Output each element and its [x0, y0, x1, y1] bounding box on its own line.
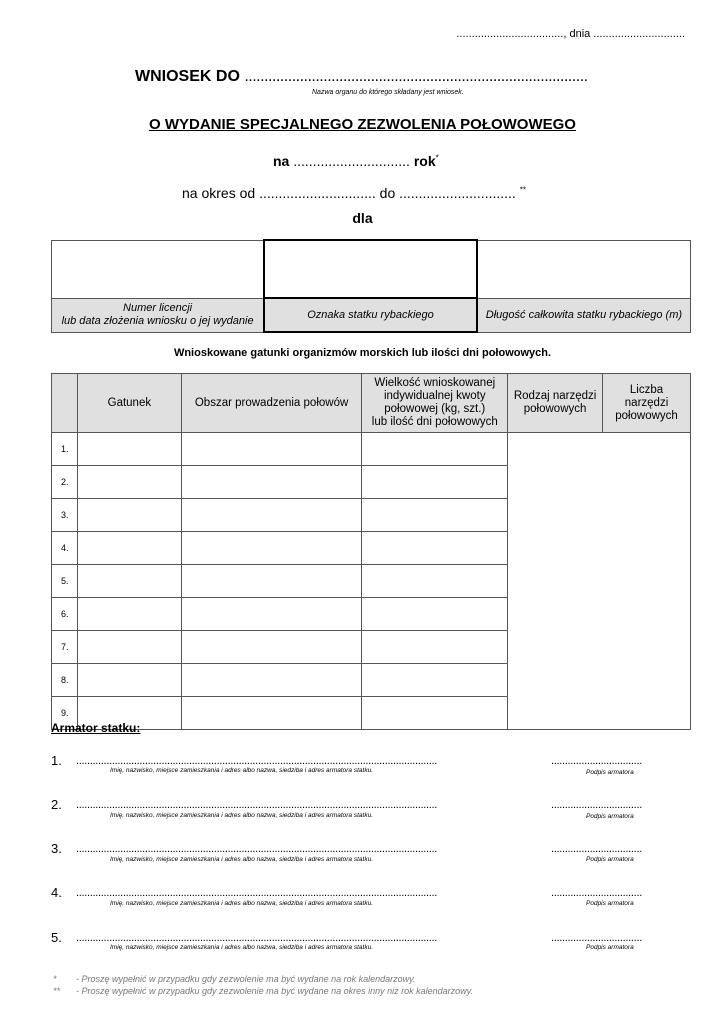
vessel-table [51, 239, 691, 333]
row-number: 9. [52, 697, 78, 730]
species-cell[interactable] [77, 565, 181, 598]
owner-field[interactable]: ................................................................................................................................... [76, 932, 438, 944]
addressee-field[interactable]: ....................................................................................... [244, 68, 588, 85]
gear-cell[interactable] [508, 433, 691, 730]
period-from-field[interactable]: .............................. [259, 185, 376, 201]
gear-count-line3: połowowych [615, 409, 678, 422]
period-line [182, 185, 526, 201]
species-table [51, 373, 691, 730]
owner-note: Imię, nazwisko, miejsce zamieszkania i adres albo nazwa, siedziba i adres armatora statku. [110, 944, 374, 951]
period-footnote-mark: ** [519, 185, 526, 195]
owner-field[interactable]: ................................................................................................................................... [76, 843, 438, 855]
species-cell[interactable] [77, 466, 181, 499]
date-line: ..................................., dnia .............................. [456, 28, 685, 40]
row-number: 3. [52, 499, 78, 532]
footnote-2 [53, 986, 473, 996]
owner-field[interactable]: ................................................................................................................................... [76, 887, 438, 899]
species-cell[interactable] [77, 532, 181, 565]
period-prefix: na okres od [182, 185, 256, 201]
area-cell[interactable] [181, 565, 362, 598]
gear-type-line2: połowowych [523, 403, 587, 415]
application-title [135, 68, 588, 86]
species-header: Gatunek [77, 374, 181, 433]
gear-type-line1: Rodzaj narzędzi [513, 390, 597, 402]
area-cell[interactable] [181, 598, 362, 631]
main-title: O WYDANIE SPECJALNEGO ZEZWOLENIA POŁOWOWEGO [149, 116, 576, 133]
quota-header [362, 374, 508, 433]
owner-signature-field[interactable]: ................................. [551, 799, 642, 811]
owner-note: Imię, nazwisko, miejsce zamieszkania i adres albo nazwa, siedziba i adres armatora statku. [110, 767, 374, 774]
title-prefix: WNIOSEK DO [135, 68, 240, 85]
gear-count-line2: narzędzi [624, 396, 669, 409]
vessel-mark-label: Oznaka statku rybackiego [264, 298, 477, 332]
area-header: Obszar prowadzenia połowów [181, 374, 362, 433]
gear-count-header [603, 374, 691, 433]
quota-header-line3: połowowej (kg, szt.) [384, 403, 486, 415]
row-number: 8. [52, 664, 78, 697]
owner-note: Imię, nazwisko, miejsce zamieszkania i adres albo nazwa, siedziba i adres armatora statku. [110, 900, 374, 907]
year-field[interactable]: .............................. [293, 153, 410, 169]
quota-cell[interactable] [362, 631, 508, 664]
owner-number: 1. [51, 753, 62, 768]
row-number: 4. [52, 532, 78, 565]
area-cell[interactable] [181, 532, 362, 565]
owner-number: 3. [51, 841, 62, 856]
owner-number: 4. [51, 885, 62, 900]
year-suffix: rok [413, 153, 436, 169]
footnote-1-mark: * [53, 974, 57, 984]
gear-type-header [508, 374, 603, 433]
number-header [52, 374, 78, 433]
footnote-1 [53, 974, 416, 984]
addressee-note: Nazwa organu do którego składany jest wniosek. [312, 89, 464, 96]
for-label: dla [352, 210, 373, 226]
species-cell[interactable] [77, 631, 181, 664]
footnote-2-mark: ** [53, 986, 61, 996]
year-line [273, 153, 439, 169]
owner-signature-field[interactable]: ................................. [551, 887, 642, 899]
owner-signature-note: Podpis armatora [586, 856, 634, 863]
quota-cell[interactable] [362, 433, 508, 466]
row-number: 7. [52, 631, 78, 664]
gear-count-line1: Liczba [629, 383, 664, 396]
row-number: 5. [52, 565, 78, 598]
area-cell[interactable] [181, 697, 362, 730]
species-cell[interactable] [77, 499, 181, 532]
footnote-1-text: - Proszę wypełnić w przypadku gdy zezwolenie ma być wydane na rok kalendarzowy. [76, 974, 416, 984]
area-cell[interactable] [181, 499, 362, 532]
license-label [52, 298, 265, 332]
area-cell[interactable] [181, 664, 362, 697]
footnote-2-text: - Proszę wypełnić w przypadku gdy zezwolenie ma być wydane na okres inny niż rok kalendarzowy. [76, 986, 474, 996]
vessel-mark-field[interactable] [264, 240, 477, 298]
species-cell[interactable] [77, 598, 181, 631]
owner-note: Imię, nazwisko, miejsce zamieszkania i adres albo nazwa, siedziba i adres armatora statku. [110, 856, 374, 863]
owner-field[interactable]: ................................................................................................................................... [76, 799, 438, 811]
area-cell[interactable] [181, 631, 362, 664]
quota-cell[interactable] [362, 532, 508, 565]
vessel-length-label: Długość całkowita statku rybackiego (m) [477, 298, 691, 332]
quota-cell[interactable] [362, 565, 508, 598]
owner-signature-note: Podpis armatora [586, 900, 634, 907]
quota-cell[interactable] [362, 664, 508, 697]
year-prefix: na [273, 153, 290, 169]
owner-signature-note: Podpis armatora [586, 813, 634, 820]
year-footnote-mark: * [435, 153, 439, 163]
row-number: 6. [52, 598, 78, 631]
species-cell[interactable] [77, 664, 181, 697]
row-number: 1. [52, 433, 78, 466]
area-cell[interactable] [181, 466, 362, 499]
owner-signature-field[interactable]: ................................. [551, 843, 642, 855]
quota-cell[interactable] [362, 697, 508, 730]
quota-header-line2: indywidualnej kwoty [383, 390, 486, 402]
quota-cell[interactable] [362, 466, 508, 499]
owner-field[interactable]: ................................................................................................................................... [76, 755, 438, 767]
area-cell[interactable] [181, 433, 362, 466]
quota-header-line4: lub ilość dni połowowych [371, 416, 498, 428]
owner-signature-field[interactable]: ................................. [551, 755, 642, 767]
owner-signature-field[interactable]: ................................. [551, 932, 642, 944]
owners-title: Armator statku: [51, 721, 141, 735]
owner-note: Imię, nazwisko, miejsce zamieszkania i adres albo nazwa, siedziba i adres armatora statku. [110, 812, 374, 819]
row-number: 2. [52, 466, 78, 499]
quota-cell[interactable] [362, 598, 508, 631]
species-cell[interactable] [77, 433, 181, 466]
license-label-line1: Numer licencji [123, 302, 193, 314]
owner-number: 5. [51, 930, 62, 945]
license-field[interactable] [52, 240, 265, 298]
license-label-line2: lub data złożenia wniosku o jej wydanie [61, 315, 254, 327]
period-to-field[interactable]: .............................. [399, 185, 516, 201]
period-mid: do [379, 185, 396, 201]
table-row [52, 433, 691, 466]
quota-cell[interactable] [362, 499, 508, 532]
quota-header-line1: Wielkość wnioskowanej [374, 377, 496, 389]
owner-number: 2. [51, 797, 62, 812]
owner-signature-note: Podpis armatora [586, 769, 634, 776]
owner-signature-note: Podpis armatora [586, 944, 634, 951]
species-caption: Wnioskowane gatunki organizmów morskich lub ilości dni połowowych. [173, 347, 552, 359]
vessel-length-field[interactable] [477, 240, 691, 298]
